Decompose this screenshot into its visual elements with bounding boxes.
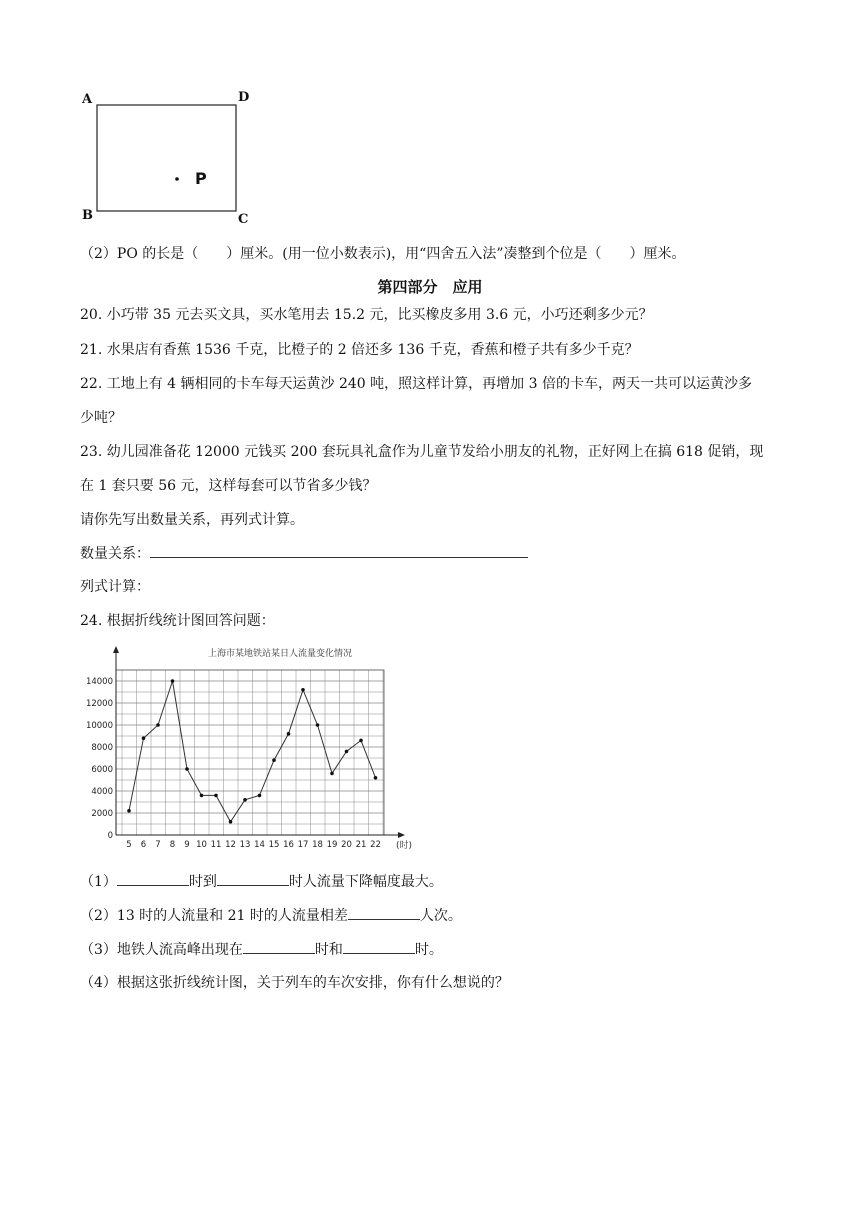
data-point <box>243 798 247 802</box>
point-label-p: P <box>195 169 207 188</box>
question-23-instruction: 请你先写出数量关系，再列式计算。 <box>80 512 304 528</box>
question-23-relation <box>80 543 528 564</box>
rectangle-figure <box>78 86 268 231</box>
x-tick-label: 18 <box>312 840 323 850</box>
q24-part3-mid: 时和 <box>314 942 343 958</box>
q24-part4: （4）根据这张折线统计图，关于列车的车次安排，你有什么想说的？ <box>80 975 509 991</box>
data-point <box>214 794 218 798</box>
plot-frame <box>116 670 384 835</box>
y-tick-label: 12000 <box>85 699 113 709</box>
x-tick-label: 10 <box>196 840 207 850</box>
data-point <box>200 794 204 798</box>
x-tick-label: 7 <box>155 840 161 850</box>
y-tick-label: 2000 <box>91 809 113 819</box>
x-tick-label: 13 <box>239 840 251 850</box>
rectangle-svg <box>78 86 268 231</box>
q24-part1-suffix: 时人流量下降幅度最大。 <box>288 874 443 890</box>
q24-part3 <box>80 939 443 960</box>
x-tick-label: 15 <box>268 840 280 850</box>
line-chart <box>85 640 422 855</box>
q19-part2: （2）PO 的长是（ ）厘米。(用一位小数表示)，用“四舍五入法”凑整到个位是（ ）厘米。 <box>80 246 686 262</box>
y-tick-label: 10000 <box>85 721 113 731</box>
data-point <box>272 758 276 762</box>
data-point <box>374 776 378 780</box>
point-p-dot <box>175 177 179 181</box>
x-tick-label: 9 <box>184 840 190 850</box>
line-chart-svg <box>85 640 422 855</box>
x-axis-arrow <box>398 832 405 838</box>
data-point <box>185 767 189 771</box>
rectangle-abcd <box>97 105 236 211</box>
x-tick-label: 21 <box>355 840 367 850</box>
question-22-line2: 少吨？ <box>80 410 122 426</box>
y-tick-labels <box>86 677 113 841</box>
vertex-label-a: A <box>82 92 93 107</box>
chart-grid <box>116 670 384 835</box>
q24-part2-blank[interactable] <box>348 905 420 920</box>
x-tick-label: 12 <box>225 840 236 850</box>
vertex-label-d: D <box>238 90 250 105</box>
q24-part2-prefix: （2）13 时的人流量和 21 时的人流量相差 <box>80 908 348 924</box>
data-point <box>301 688 305 692</box>
data-point <box>127 809 131 813</box>
data-point <box>345 750 349 754</box>
question-23-calc: 列式计算： <box>80 579 150 595</box>
x-tick-label: 8 <box>169 840 176 850</box>
x-tick-label: 5 <box>126 840 132 850</box>
q24-part1 <box>80 871 443 892</box>
x-tick-label: 6 <box>140 840 147 850</box>
data-point <box>229 820 233 824</box>
x-tick-label: 14 <box>254 840 265 850</box>
data-point <box>142 736 146 740</box>
q24-part1-mid: 时到 <box>188 874 217 890</box>
question-21: 21. 水果店有香蕉 1536 千克，比橙子的 2 倍还多 136 千克，香蕉和橙子共有多少千克？ <box>80 342 639 358</box>
x-tick-label: 17 <box>297 840 309 850</box>
q24-part2 <box>80 905 462 926</box>
y-tick-label: 14000 <box>85 677 113 687</box>
question-23-line1: 23. 幼儿园准备花 12000 元钱买 200 套玩具礼盒作为儿童节发给小朋友的礼物，正好网上在搞 618 促销，现 <box>80 444 764 460</box>
x-tick-label: 20 <box>341 840 352 850</box>
vertex-label-c: C <box>238 212 249 227</box>
y-tick-label: 6000 <box>91 765 113 775</box>
data-point <box>258 794 262 798</box>
x-axis-unit: (时) <box>396 841 413 851</box>
q24-part1-blank2[interactable] <box>217 871 289 886</box>
x-tick-label: 19 <box>326 840 338 850</box>
data-point <box>330 772 334 776</box>
q24-part3-suffix: 时。 <box>414 942 443 958</box>
question-22-line1: 22. 工地上有 4 辆相同的卡车每天运黄沙 240 吨，照这样计算，再增加 3 倍的卡车，两天一共可以运黄沙多 <box>80 376 752 392</box>
q24-part1-blank1[interactable] <box>117 871 189 886</box>
q24-part3-blank1[interactable] <box>243 939 315 954</box>
chart-title: 上海市某地铁站某日人流量变化情况 <box>207 649 353 659</box>
q24-part3-prefix: （3）地铁人流高峰出现在 <box>80 942 243 958</box>
q24-part1-prefix: （1） <box>80 874 117 890</box>
data-point <box>156 723 160 727</box>
relation-blank[interactable] <box>150 543 528 558</box>
x-tick-label: 22 <box>370 840 381 850</box>
section-title: 第四部分 应用 <box>377 278 483 296</box>
x-tick-label: 16 <box>283 840 294 850</box>
q24-part2-suffix: 人次。 <box>419 908 462 924</box>
y-axis-arrow <box>113 646 119 653</box>
relation-label: 数量关系： <box>80 546 150 562</box>
data-point <box>287 732 291 736</box>
vertex-label-b: B <box>82 208 93 223</box>
y-tick-label: 4000 <box>91 787 113 797</box>
data-point <box>316 723 320 727</box>
x-tick-label: 11 <box>210 840 222 850</box>
x-tick-labels <box>126 840 381 850</box>
question-24: 24. 根据折线统计图回答问题： <box>80 613 275 629</box>
data-point <box>359 739 363 743</box>
y-tick-label: 0 <box>107 831 113 841</box>
question-20: 20. 小巧带 35 元去买文具，买水笔用去 15.2 元，比买橡皮多用 3.6 元，小巧还剩多少元？ <box>80 307 653 323</box>
question-23-line2: 在 1 套只要 56 元，这样每套可以节省多少钱？ <box>80 478 377 494</box>
y-tick-label: 8000 <box>91 743 113 753</box>
q24-part3-blank2[interactable] <box>343 939 415 954</box>
data-point <box>171 679 175 683</box>
